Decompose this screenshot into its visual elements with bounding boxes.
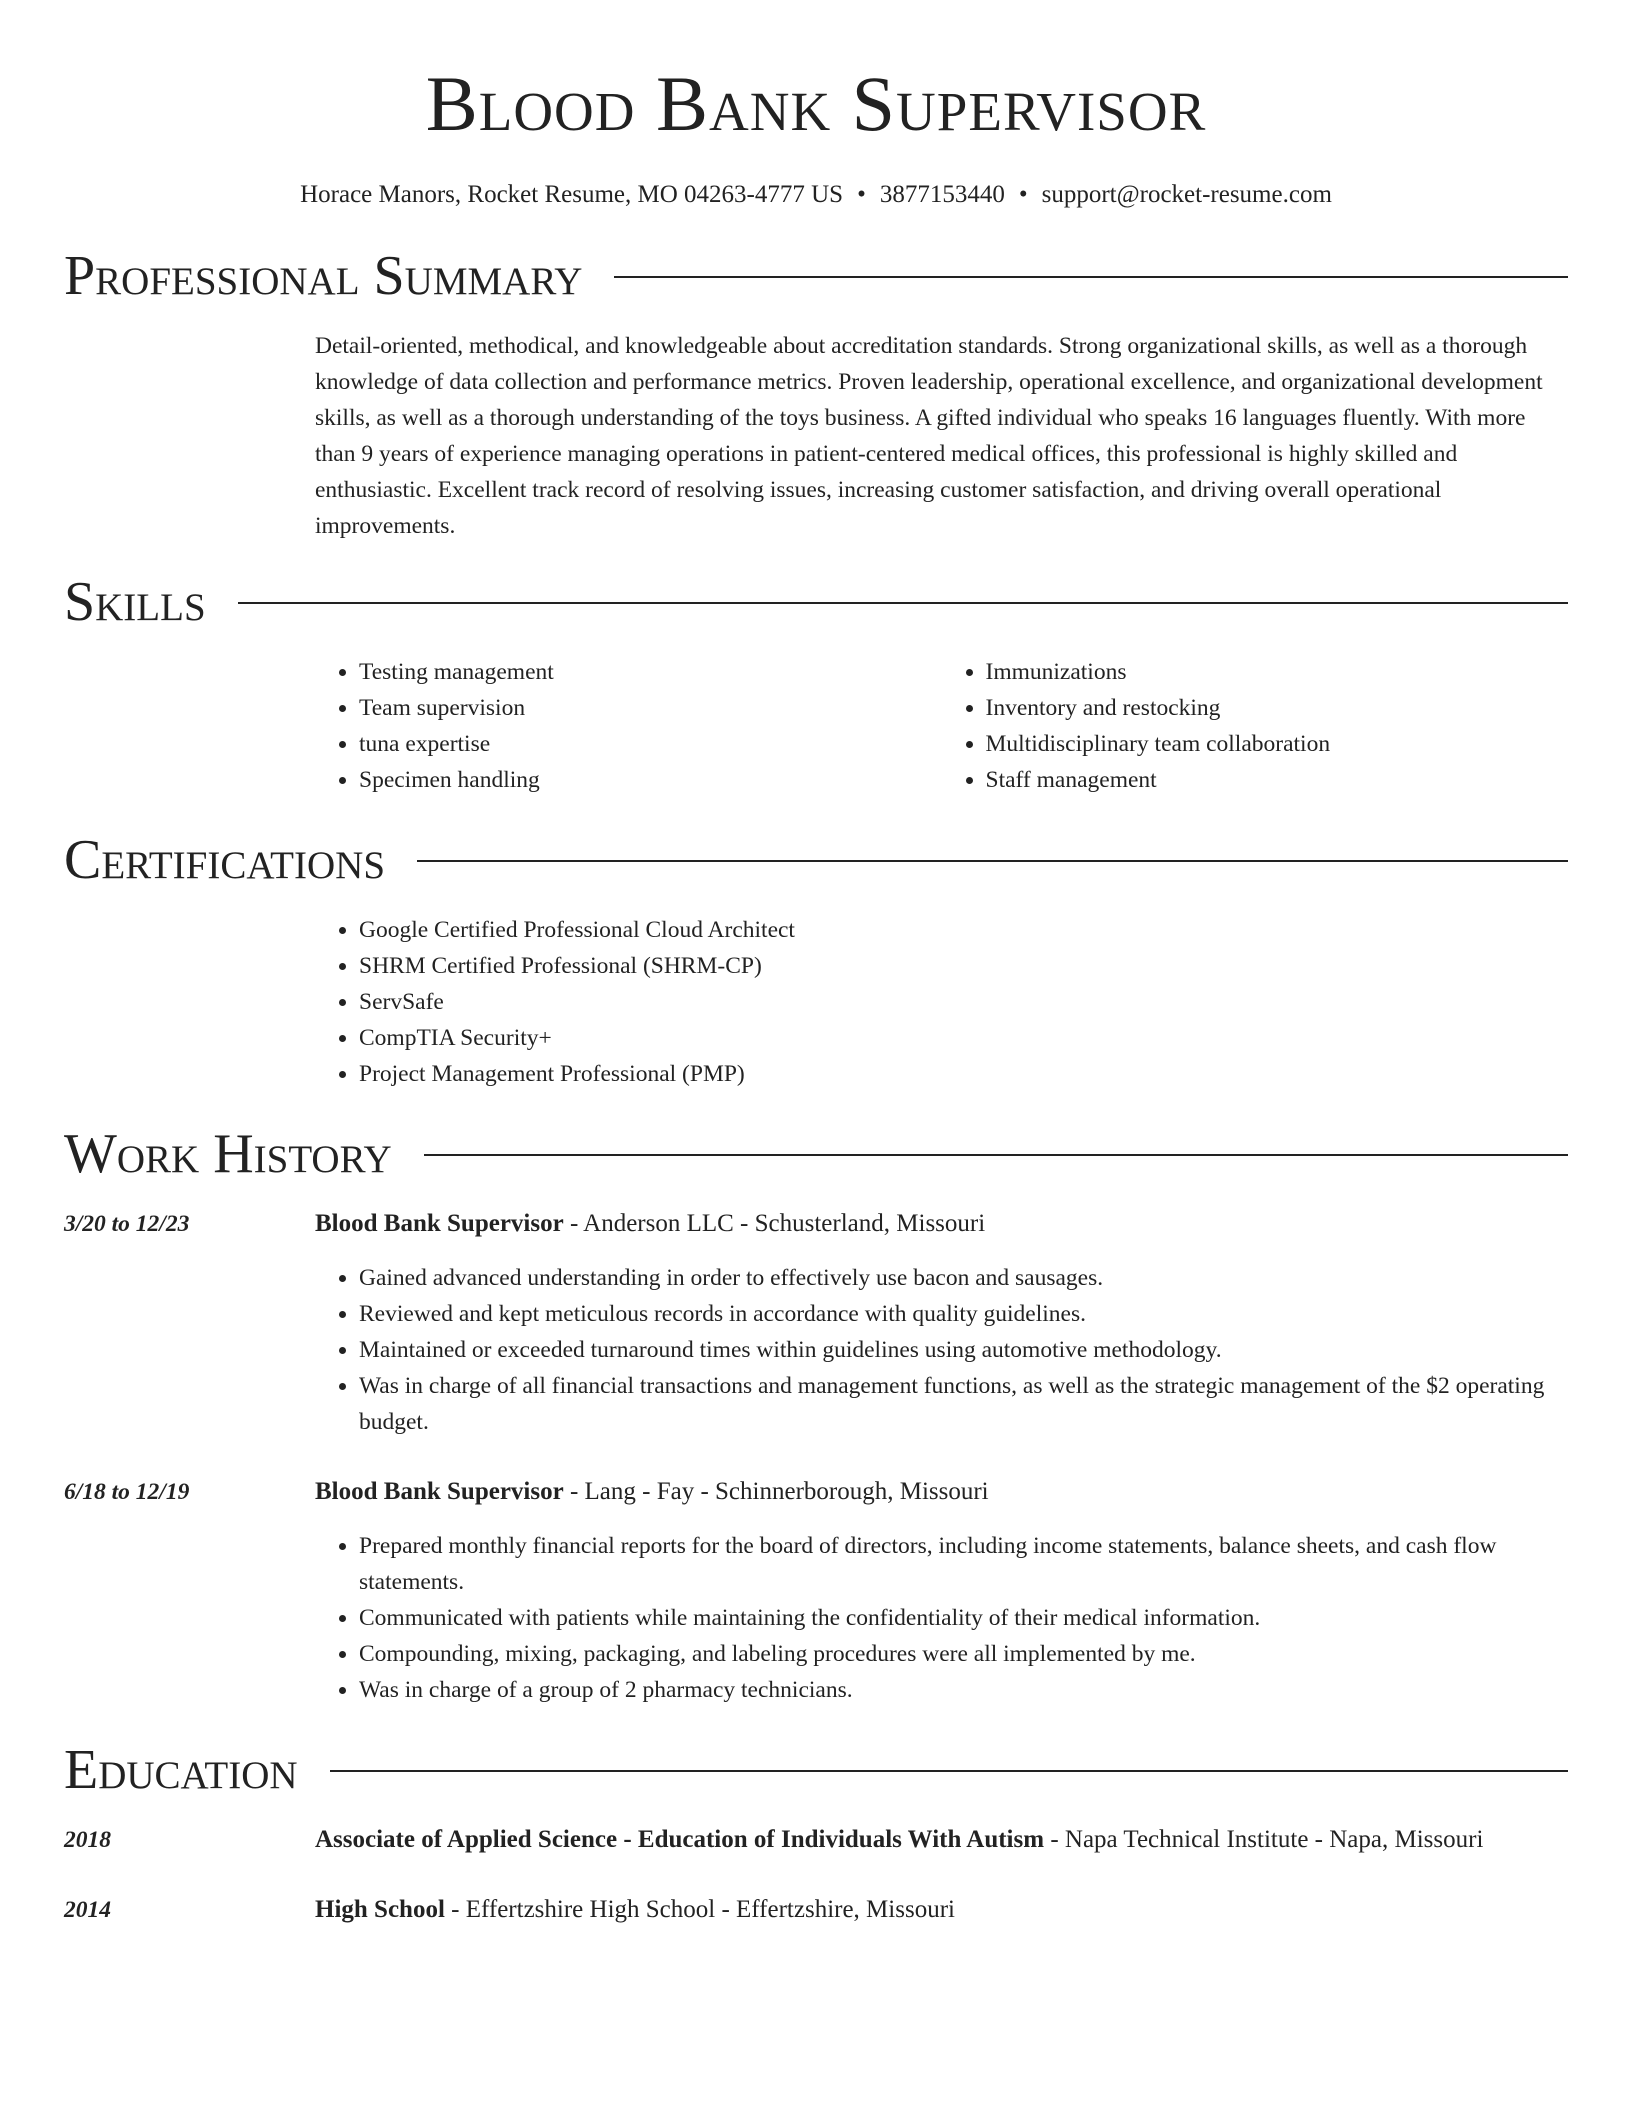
education-degree: High School: [315, 1896, 445, 1923]
summary-section-header: [64, 244, 1568, 308]
job-duty-item: • Communicated with patients while maintaining the confidentiality of their medical information.: [359, 1600, 1568, 1636]
candidate-name: Blood Bank Supervisor: [425, 60, 1207, 147]
job-duties: [315, 1260, 1568, 1440]
contact-line: [64, 178, 1568, 212]
education-section-header: [64, 1738, 1568, 1802]
certification-item: • Google Certified Professional Cloud Architect: [359, 912, 1568, 948]
job-duty-item: • Maintained or exceeded turnaround times within guidelines using automotive methodology.: [359, 1332, 1568, 1368]
job-entry: [64, 1206, 1568, 1440]
education-entry: [64, 1822, 1568, 1858]
job-employer: - Lang - Fay - Schinnerborough, Missouri: [563, 1478, 989, 1505]
job-dates: 3/20 to 12/23: [64, 1211, 190, 1237]
job-duty-item: • Reviewed and kept meticulous records in accordance with quality guidelines.: [359, 1296, 1568, 1332]
certification-item: • Project Management Professional (PMP): [359, 1056, 1568, 1092]
education-school: - Effertzshire High School - Effertzshire, Missouri: [444, 1896, 955, 1923]
job-duty-item: • Prepared monthly financial reports for the board of directors, including income statements, balance sheets, and cash flow statements.: [359, 1528, 1568, 1600]
education-year: 2014: [64, 1897, 111, 1923]
skills-column-right: [942, 654, 1569, 798]
skill-item: • Immunizations: [986, 654, 1569, 690]
job-employer: - Anderson LLC - Schusterland, Missouri: [563, 1210, 986, 1237]
skill-item: • tuna expertise: [359, 726, 942, 762]
contact-separator: •: [1018, 181, 1028, 208]
section-divider: [330, 1770, 1568, 1772]
skills-list: [315, 654, 1568, 798]
contact-address: Horace Manors, Rocket Resume, MO 04263-4777 US: [300, 181, 844, 208]
job-dates: 6/18 to 12/19: [64, 1479, 190, 1505]
education-degree: Associate of Applied Science - Education of Individuals With Autism: [315, 1826, 1045, 1853]
section-divider: [417, 860, 1568, 862]
job-duty-item: • Compounding, mixing, packaging, and labeling procedures were all implemented by me.: [359, 1636, 1568, 1672]
job-title-line: [315, 1206, 1568, 1242]
skill-item: • Specimen handling: [359, 762, 942, 798]
section-divider: [614, 276, 1568, 278]
job-title-line: [315, 1474, 1568, 1510]
section-divider: [424, 1154, 1568, 1156]
resume-page: [64, 0, 1568, 1928]
work-heading: Work History: [64, 1123, 392, 1185]
certifications-section-header: [64, 828, 1568, 892]
job-entry: [64, 1474, 1568, 1708]
job-duties: [315, 1528, 1568, 1708]
summary-heading: Professional Summary: [64, 245, 583, 307]
certification-item: • CompTIA Security+: [359, 1020, 1568, 1056]
contact-phone: 3877153440: [879, 181, 1005, 208]
job-duty-item: • Was in charge of all financial transactions and management functions, as well as the strategic management of the $2 operating budget.: [359, 1368, 1568, 1440]
job-duty-item: • Was in charge of a group of 2 pharmacy technicians.: [359, 1672, 1568, 1708]
certifications-heading: Certifications: [64, 829, 386, 891]
job-duty-item: • Gained advanced understanding in order to effectively use bacon and sausages.: [359, 1260, 1568, 1296]
skills-heading: Skills: [64, 571, 206, 633]
skill-item: • Multidisciplinary team collaboration: [986, 726, 1569, 762]
education-year: 2018: [64, 1827, 111, 1853]
skills-section-header: [64, 570, 1568, 634]
certification-item: • ServSafe: [359, 984, 1568, 1020]
skill-item: • Inventory and restocking: [986, 690, 1569, 726]
contact-separator: •: [857, 181, 866, 208]
skill-item: • Staff management: [986, 762, 1569, 798]
summary-text: Detail-oriented, methodical, and knowledgeable about accreditation standards. Strong organizational skills, as well as a thorough knowledge of data collection and performance metrics. Proven leadership, operational excellence, and organizational development skills, as well as a thorough understanding of the toys business. A gifted individual who speaks 16 languages fluently. With more than 9 years of experience managing operations in patient-centered medical offices, this professional is highly skilled and enthusiastic. Excellent track record of resolving issues, increasing customer satisfaction, and driving overall operational improvements.: [315, 333, 1543, 539]
skills-column-left: [315, 654, 942, 798]
certifications-list: [315, 912, 1568, 1092]
section-divider: [238, 602, 1568, 604]
job-title: Blood Bank Supervisor: [315, 1478, 564, 1505]
certification-item: • SHRM Certified Professional (SHRM-CP): [359, 948, 1568, 984]
job-title: Blood Bank Supervisor: [315, 1210, 564, 1237]
skill-item: • Testing management: [359, 654, 942, 690]
education-school: - Napa Technical Institute - Napa, Missouri: [1044, 1826, 1484, 1853]
skill-item: • Team supervision: [359, 690, 942, 726]
education-entry: [64, 1892, 1568, 1928]
work-section-header: [64, 1122, 1568, 1186]
contact-email: support@rocket-resume.com: [1041, 181, 1332, 208]
education-heading: Education: [64, 1739, 298, 1801]
